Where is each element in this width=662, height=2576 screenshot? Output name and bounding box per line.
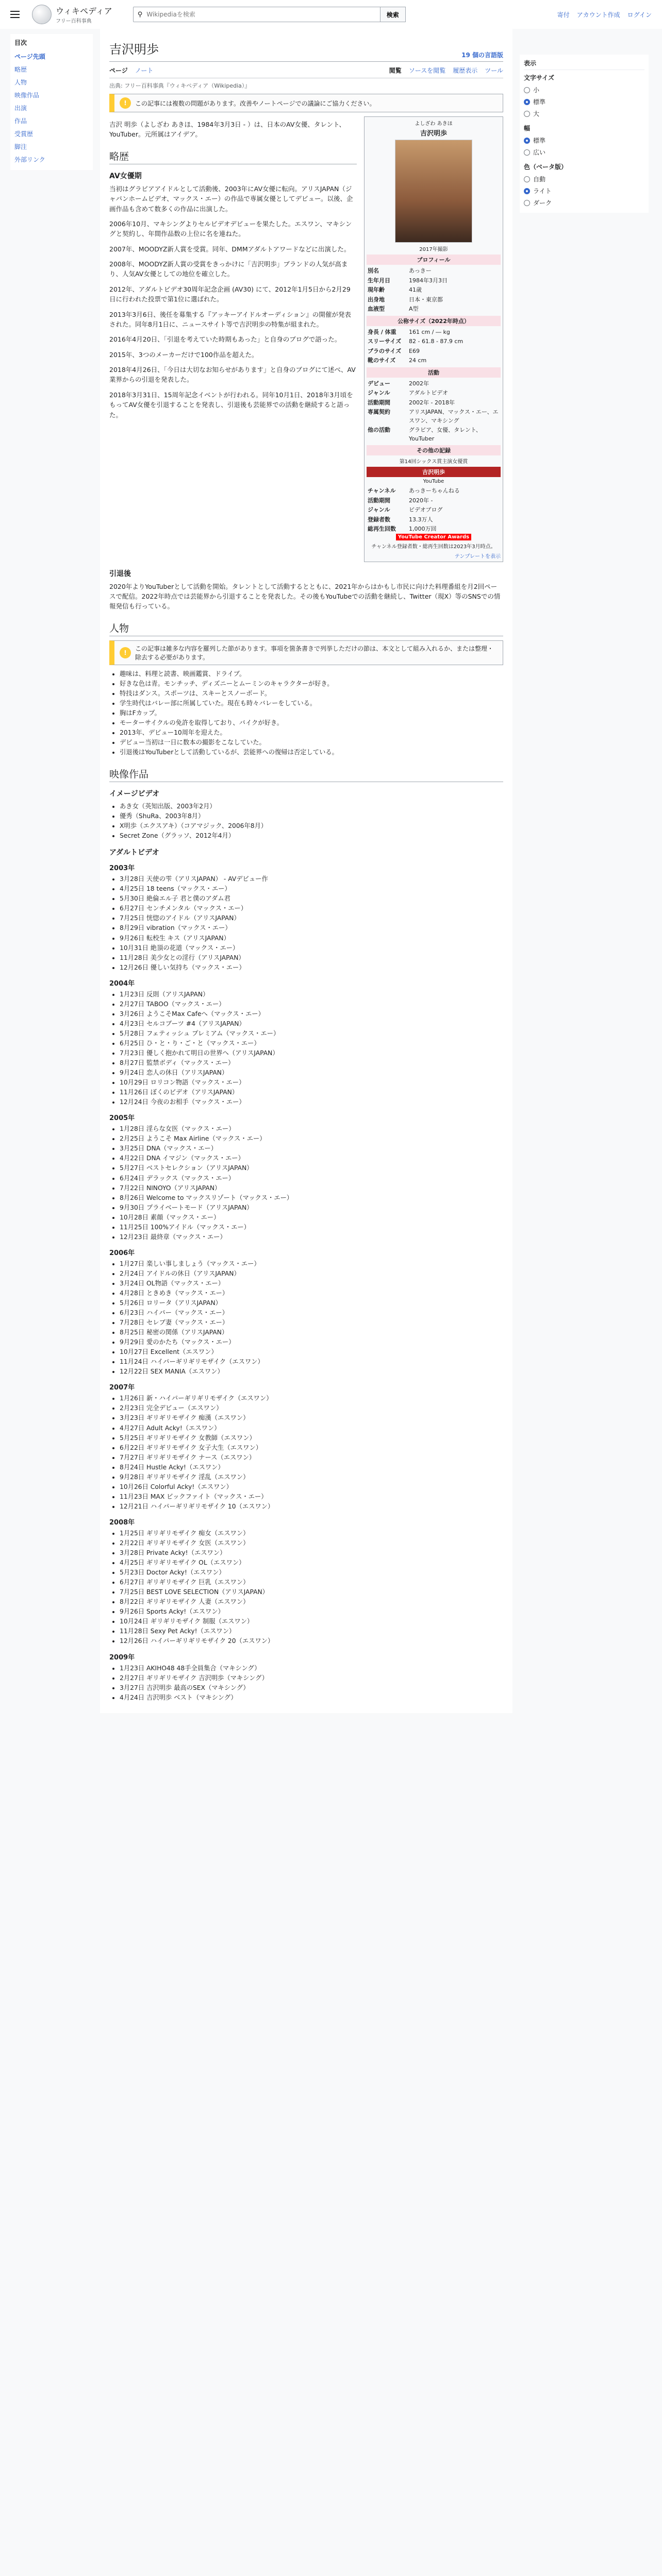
infobox-row — [367, 398, 501, 408]
infobox-value: アリスJAPAN、マックス・エー、エスワン、マキシング — [409, 409, 499, 424]
radio-option[interactable] — [524, 108, 644, 120]
subsection-retirement: 引退後 — [109, 569, 131, 578]
toc-item[interactable]: 作品 — [14, 117, 27, 125]
list-item: • 2月25日 ようこそ Max Airline（マックス・エー） — [120, 1134, 503, 1144]
list-item: • Secret Zone（グラッソ、2012年4月） — [120, 831, 503, 841]
list-item: • 6月25日 ひ・と・り・ご・と（マックス・エー） — [120, 1039, 503, 1048]
list-item: • 4月25日 ギリギリモザイク OL（エスワン） — [120, 1558, 503, 1568]
infobox-row — [367, 347, 501, 357]
youtube-award-badge: YouTube Creator Awards — [396, 534, 471, 540]
infobox-value: 2020年 - — [409, 497, 433, 504]
list-item: • 2月24日 アイドルの休日（アリスJAPAN） — [120, 1269, 503, 1279]
list-item: • 5月25日 ギリギリモザイク 女教師（エスワン） — [120, 1433, 503, 1443]
list-item: • 1月27日 楽しい事しましょう（マックス・エー） — [120, 1259, 503, 1269]
radio-option[interactable] — [524, 84, 644, 96]
infobox-value: E69 — [409, 347, 420, 354]
radio-icon — [524, 87, 530, 93]
list-item: • 1月23日 反則（アリスJAPAN） — [120, 990, 503, 999]
infobox-row — [367, 515, 501, 525]
radio-label: 小 — [533, 87, 540, 94]
list-item: • 11月26日 ぼくのビデオ（アリスJAPAN） — [120, 1088, 503, 1097]
infobox-key: 登録者数 — [368, 516, 390, 523]
list-item: • 11月23日 MAX ビックファイト（マックス・エー） — [120, 1492, 503, 1502]
radio-option[interactable] — [524, 134, 644, 146]
list-item: • 12月21日 ハイパーギリギリモザイク 10（エスワン） — [120, 1502, 503, 1512]
year-heading: 2003年 — [109, 865, 135, 873]
tools-panel: 表示 文字サイズ 小 標準 大 幅 標準 広い 色（ベータ版） 自動 ライト ダーク — [520, 29, 649, 1713]
list-item: • 12月23日 最終章（マックス・エー） — [120, 1232, 503, 1242]
infobox-key: 靴のサイズ — [368, 357, 396, 364]
toc-title: 目次 — [14, 39, 27, 46]
source-line: 出典: フリー百科事典『ウィキペディア（Wikipedia）』 — [109, 82, 251, 89]
list-item: • デビュー当初は一日に数本の撮影をこなしていた。 — [120, 738, 503, 748]
infobox-name: 吉沢明歩 — [420, 130, 447, 138]
list-item: • 8月25日 秘密の関係（アリスJAPAN） — [120, 1328, 503, 1337]
infobox-row — [367, 408, 501, 426]
year-heading: 2005年 — [109, 1114, 135, 1123]
list-item: • 4月23日 セルコブーツ #4（アリスJAPAN） — [120, 1019, 503, 1029]
section-heading-person: 人物 — [109, 621, 503, 636]
list-item: • 7月25日 恍惚のアイドル（アリスJAPAN） — [120, 913, 503, 923]
tab[interactable]: ノート — [135, 67, 154, 74]
list-item: • 11月25日 100%アイドル（マックス・エー） — [120, 1223, 503, 1232]
list-item: • 2月23日 完全デビュー（エスワン） — [120, 1403, 503, 1413]
search-button[interactable]: 検索 — [380, 7, 406, 22]
list-item: • 6月23日 ハイパー（マックス・エー） — [120, 1308, 503, 1318]
language-button[interactable]: 19 個の言語版 — [461, 52, 503, 59]
radio-option[interactable] — [524, 96, 644, 108]
infobox-key: チャンネル — [368, 487, 396, 494]
infobox-key: 現年齢 — [368, 286, 385, 293]
user-link[interactable]: ログイン — [627, 11, 652, 19]
list-item: • あき女（英知出版、2003年2月） — [120, 802, 503, 811]
infobox-row — [367, 304, 501, 314]
list-item: • 4月24日 吉沢明歩 ベスト（マキシング） — [120, 1693, 503, 1703]
trivia-notice: ! この記事は雑多な内容を羅列した節があります。事項を箇条書きで列挙しただけの節は、本文として組み入れるか、または整理・除去する必要があります。 — [109, 640, 503, 665]
infobox-row — [367, 328, 501, 337]
page-tabs — [109, 62, 503, 78]
infobox-key: 専属契約 — [368, 409, 390, 415]
list-item: • 4月28日 ときめき（マックス・エー） — [120, 1289, 503, 1298]
radio-label: 標準 — [533, 98, 546, 106]
list-item: • 5月27日 ベストセレクション（アリスJAPAN） — [120, 1163, 503, 1173]
radio-icon — [524, 188, 530, 194]
list-item: • 趣味は、料理と読書、映画鑑賞、ドライブ。 — [120, 669, 503, 679]
infobox-key: スリーサイズ — [368, 338, 402, 345]
list-item: • 1月28日 淫らな女医（マックス・エー） — [120, 1124, 503, 1134]
list-item: • 10月29日 ロリコン物語（マックス・エー） — [120, 1078, 503, 1088]
list-item: • 引退後はYouTuberとして活動しているが、芸能界への復帰は否定している。 — [120, 748, 503, 757]
radio-label: 大 — [533, 110, 540, 117]
list-item: • 7月27日 ギリギリモザイク ナース（エスワン） — [120, 1453, 503, 1463]
list-item: • 好きな色は青。モンチッチ、ディズニーとムーミンのキャラクターが好き。 — [120, 679, 503, 689]
tab[interactable]: ページ — [109, 67, 128, 74]
list-item: • 11月24日 ハイパーギリギリモザイク（エスワン） — [120, 1357, 503, 1367]
list-item: • 8月27日 監禁ボディ（マックス・エー） — [120, 1058, 503, 1068]
list-item: • 6月22日 ギリギリモザイク 女子大生（エスワン） — [120, 1443, 503, 1453]
list-item: • 7月22日 NINOYO（アリスJAPAN） — [120, 1183, 503, 1193]
list-item: • 12月24日 今夜のお相手（マックス・エー） — [120, 1097, 503, 1107]
lead-paragraph: 吉沢 明歩（よしざわ あきほ、1984年3月3日 - ）は、日本のAV女優、タレント、YouTuber。元所属はアイデア。 — [109, 121, 345, 139]
infobox-row — [367, 337, 501, 347]
paragraph: 2018年4月26日、「今日は大切なお知らせがあります」と自身のブログにて述べ、AV業界からの引退を発表した。 — [109, 366, 356, 384]
list-item: • 1月23日 AKIHO48 48手全員集合（マキシング） — [120, 1664, 503, 1673]
infobox-row — [367, 426, 501, 444]
section-heading-career: 略歴 — [109, 149, 357, 164]
wikipedia-globe-icon — [32, 5, 52, 24]
list-item: • モーターサイクルの免許を取得しており、バイクが好き。 — [120, 718, 503, 728]
menu-icon[interactable] — [10, 7, 25, 22]
logo-title: ウィキペディア — [56, 6, 112, 16]
year-list — [109, 1394, 503, 1512]
list-item: • 10月31日 絶頂の花道（マックス・エー） — [120, 943, 503, 953]
toc-item[interactable]: 映像作品 — [14, 92, 40, 99]
list-item: • 1月26日 新・ハイパーギリギリモザイク（エスワン） — [120, 1394, 503, 1403]
list-item: • 11月28日 美少女との淫行（アリスJAPAN） — [120, 953, 503, 963]
paragraph: 2015年、3つのメーカーだけで100作品を超えた。 — [109, 350, 258, 359]
list-item: • 12月26日 優しい気持ち（マックス・エー） — [120, 963, 503, 973]
infobox-key: 他の活動 — [368, 427, 390, 433]
list-item: • 7月25日 BEST LOVE SELECTION（アリスJAPAN） — [120, 1587, 503, 1597]
infobox-row — [367, 486, 501, 496]
list-item: • 3月26日 ようこそMax Cafeへ（マックス・エー） — [120, 1009, 503, 1019]
list-item: • 4月25日 18 teens（マックス・エー） — [120, 884, 503, 894]
warning-icon: ! — [120, 647, 131, 658]
toc-item[interactable]: 出演 — [14, 105, 27, 112]
infobox-key: 身長 / 体重 — [368, 328, 396, 335]
radio-option[interactable] — [524, 173, 644, 185]
year-heading: 2006年 — [109, 1249, 135, 1257]
portrait-photo[interactable] — [395, 140, 472, 243]
infobox-row — [367, 524, 501, 534]
list-item: • 3月27日 吉沢明歩 最高のSEX（マキシング） — [120, 1683, 503, 1693]
list-item: • 12月22日 SEX MANIA（エスワン） — [120, 1367, 503, 1377]
template-link[interactable]: テンプレートを表示 — [454, 553, 501, 560]
infobox-value: アダルトビデオ — [409, 389, 449, 396]
radio-option[interactable] — [524, 185, 644, 197]
infobox-key: ブラのサイズ — [368, 347, 402, 354]
radio-label: 自動 — [533, 176, 546, 183]
page-title: 吉沢明歩 — [109, 42, 159, 57]
subsection-image-video: イメージビデオ — [109, 790, 160, 799]
logo-subtitle: フリー百科事典 — [56, 19, 92, 24]
list-item: • 8月29日 vibration（マックス・エー） — [120, 923, 503, 933]
infobox-value: 1,000万回 — [409, 526, 437, 532]
radio-label: ダーク — [533, 199, 552, 207]
list-item: • 10月26日 Colorful Acky!（エスワン） — [120, 1482, 503, 1492]
list-item: • 10月27日 Excellent（エスワン） — [120, 1347, 503, 1357]
subsection-av: AV女優期 — [109, 172, 142, 180]
list-item: • 8月24日 Hustle Acky!（エスワン） — [120, 1463, 503, 1472]
year-heading: 2009年 — [109, 1653, 135, 1662]
infobox-reading: よしざわ あきほ — [415, 121, 453, 127]
list-item: • 4月22日 DNA イマジン（マックス・エー） — [120, 1154, 503, 1163]
user-links — [557, 10, 652, 19]
issues-notice: ! この記事には複数の問題があります。改善やノートページでの議論にご協力ください。 — [109, 94, 503, 112]
radio-icon — [524, 176, 530, 182]
list-item: • 10月28日 素顔（マックス・エー） — [120, 1213, 503, 1223]
list-item: • 特技はダンス。スポーツは、スキーとスノーボード。 — [120, 689, 503, 699]
sidebar-toc — [10, 29, 93, 1713]
list-item: • 7月23日 優しく抱かれて明日の世界へ（アリスJAPAN） — [120, 1048, 503, 1058]
radio-icon — [524, 149, 530, 156]
list-item: • 胸はFカップ。 — [120, 708, 503, 718]
site-logo[interactable] — [32, 5, 112, 24]
radio-icon — [524, 200, 530, 206]
infobox-key: 活動期間 — [368, 399, 390, 406]
list-item: • 9月24日 恋人の休日（アリスJAPAN） — [120, 1068, 503, 1078]
list-item: • 2月22日 ギリギリモザイク 女医（エスワン） — [120, 1538, 503, 1548]
infobox-key: 別名 — [368, 267, 379, 274]
tab[interactable]: ツール — [485, 67, 503, 74]
list-item: • X明歩（エクスアキ）（コアマジック、2006年8月） — [120, 821, 503, 831]
list-item: • 8月26日 Welcome to マックスリゾート（マックス・エー） — [120, 1193, 503, 1203]
list-item: • 1月25日 ギリギリモザイク 痴女（エスワン） — [120, 1529, 503, 1538]
infobox-value: 24 cm — [409, 357, 427, 364]
year-list — [109, 990, 503, 1108]
list-item: • 4月27日 Adult Acky!（エスワン） — [120, 1423, 503, 1433]
toc-item[interactable]: 脚注 — [14, 143, 27, 150]
radio-label: ライト — [533, 188, 552, 195]
list-item: • 5月30日 絶倫エル子 君と僕のアダム君 — [120, 894, 503, 904]
infobox-row — [367, 388, 501, 398]
radio-option[interactable] — [524, 146, 644, 158]
list-item: • 6月27日 センチメンタル（マックス・エー） — [120, 904, 503, 913]
list-item: • 9月26日 Sports Acky!（エスワン） — [120, 1607, 503, 1617]
toc-item[interactable]: 受賞歴 — [14, 130, 34, 138]
list-item: • 6月27日 ギリギリモザイク 巨乳（エスワン） — [120, 1578, 503, 1587]
toc-item[interactable]: 略歴 — [14, 66, 27, 73]
infobox-value: 41歳 — [409, 286, 422, 293]
year-list — [109, 874, 503, 972]
list-item: • 2月27日 ギリギリモザイク 吉沢明歩（マキシング） — [120, 1673, 503, 1683]
radio-label: 標準 — [533, 137, 546, 144]
search-input[interactable] — [145, 10, 375, 19]
infobox-row — [367, 356, 501, 366]
list-item: • 11月28日 Sexy Pet Acky!（エスワン） — [120, 1626, 503, 1636]
toc-item[interactable]: 外部リンク — [14, 156, 45, 163]
infobox-key: 総再生回数 — [368, 526, 396, 532]
warning-icon: ! — [120, 97, 131, 109]
user-link[interactable]: アカウント作成 — [576, 11, 620, 19]
list-item: • 3月24日 OL物語（マックス・エー） — [120, 1279, 503, 1289]
paragraph: 2018年3月31日、15周年記念イベントが行われる。同年10月1日、2018年3月頃をもってAV女優を引退することを発表し、引退後も芸能界での活動を継続すると語った。 — [109, 391, 353, 419]
infobox-value: 日本・東京都 — [409, 296, 443, 303]
infobox-key: デビュー — [368, 380, 390, 387]
year-heading: 2008年 — [109, 1518, 135, 1527]
infobox-value: グラビア、女優、タレント、YouTuber — [409, 427, 482, 442]
infobox-value: あっきーちゃんねる — [409, 487, 460, 494]
paragraph: 2006年10月、マキシングよりセルビデオデビューを果たした。エスワン、マキシングと契約し、年間作品数の上位に名を連ねた。 — [109, 219, 352, 238]
radio-label: 広い — [533, 149, 546, 156]
year-heading: 2007年 — [109, 1384, 135, 1392]
tab[interactable]: 閲覧 — [389, 67, 402, 74]
toc-item[interactable]: ページ先頭 — [14, 53, 45, 60]
infobox-value: 2002年 - 2018年 — [409, 399, 455, 406]
list-item: • 5月23日 Doctor Acky!（エスワン） — [120, 1568, 503, 1578]
year-list — [109, 1124, 503, 1242]
list-item: • 3月23日 ギリギリモザイク 痴漢（エスワン） — [120, 1413, 503, 1423]
year-list — [109, 1664, 503, 1703]
infobox-row — [367, 379, 501, 389]
list-item: • 3月28日 天使の雫（アリスJAPAN） - AVデビュー作 — [120, 874, 503, 884]
list-item: • 9月29日 愛のかたち（マックス・エー） — [120, 1337, 503, 1347]
radio-option[interactable] — [524, 197, 644, 209]
year-list — [109, 1529, 503, 1647]
list-item: • 2月27日 TABOO（マックス・エー） — [120, 999, 503, 1009]
list-item: • 5月28日 フェティッシュ プレミアム（マックス・エー） — [120, 1029, 503, 1039]
infobox-key: 生年月日 — [368, 277, 390, 284]
infobox-key: ジャンル — [368, 389, 390, 396]
infobox-value: 1984年3月3日 — [409, 277, 448, 284]
list-item: • 9月30日 プライベートモード（アリスJAPAN） — [120, 1203, 503, 1213]
list-item: • 9月28日 ギリギリモザイク 淫乱（エスワン） — [120, 1472, 503, 1482]
paragraph: 2007年、MOODYZ新人賞を受賞。同年、DMMアダルトアワードなどに出演した。 — [109, 245, 351, 253]
infobox-row — [367, 505, 501, 515]
infobox-value: あっきー — [409, 267, 432, 274]
list-item: • 6月24日 デラックス（マックス・エー） — [120, 1174, 503, 1183]
infobox-value: 2002年 — [409, 380, 429, 387]
infobox-row — [367, 295, 501, 305]
paragraph: 2016年4月20日、「引退を考えていた時期もあった」と自身のブログで語った。 — [109, 335, 341, 344]
section-heading-works: 映像作品 — [109, 767, 503, 782]
toc-item[interactable]: 人物 — [14, 79, 27, 86]
list-item: • 2013年、デビュー10周年を迎えた。 — [120, 728, 503, 738]
infobox-key: 出身地 — [368, 296, 385, 303]
tab[interactable]: 履歴表示 — [453, 67, 478, 74]
user-link[interactable]: 寄付 — [557, 11, 570, 19]
radio-icon — [524, 99, 530, 105]
list-item: • 7月28日 セレブ妻（マックス・エー） — [120, 1318, 503, 1328]
list-item: • 8月22日 ギリギリモザイク 人妻（エスワン） — [120, 1597, 503, 1607]
infobox-value: A型 — [409, 306, 419, 312]
radio-icon — [524, 138, 530, 144]
list-item: • 優秀（ShuRa、2003年8月） — [120, 811, 503, 821]
infobox-row — [367, 285, 501, 295]
subsection-adult-video: アダルトビデオ — [109, 849, 159, 857]
year-heading: 2004年 — [109, 979, 135, 988]
list-item: • 9月26日 転校生 キス（アリスJAPAN） — [120, 934, 503, 943]
list-item: • 学生時代はバレー部に所属していた。現在も時々バレーをしている。 — [120, 699, 503, 708]
infobox-key: 血液型 — [368, 306, 385, 312]
main-content: 吉沢明歩 19 個の言語版 ページ ノート 閲覧 ソースを閲覧 履歴表示 ツール 出典: フリー百科事典『ウィキペディア（Wikipedia）』 ! この記事には複数の問題があります。改善やノートページでの議論にご協力ください。 吉沢 明歩（よしざわ あきほ、1984年3月3日 - ）は、日本のAV女優、タレント、YouTuber。元所属はアイデア。 略歴 AV女優期 当初はグラビアアイドルとして活動後、2003年にAV女優に転向。アリスJAPAN（ジャパンホームビデオ、マックス・エー）の作品で専属女優としてデビュー。以後、企画作品も含めて数多くの作品に出演した。 2006年10月、マキシングよりセルビデオデビューを果たした。エスワン、マキシングと契約し、年間作品数の上位に名を連ねた。 2007年、MOODYZ新人賞を受賞。同年、DMMアダルトアワードなどに出演した。 2008年、MOODYZ新人賞の受賞をきっかけに「吉沢明歩」ブランドの人気が高まり、人気AV女優としての地位を確立した。 2012年、アダルトビデオ30周年記念企画 (AV30) にて、2012年1月5日から2月29日に行われた投票で第1位に選ばれた。 2013年3月6日、後任を募集する『アッキーアイドルオーディション』の開催が発表された。同年8月1日に、ニュースサイト等で吉沢明歩の特集が組まれた。 2016年4月20日、「引退を考えていた時期もあった」と自身のブログで語った。 2015年、3つのメーカーだけで100作品を超えた。 2018年4月26日、「今日は大切なお知らせがあります」と自身のブログにて述べ、AV業界からの引退を発表した。 2018年3月31日、15周年記念イベントが行われる。同年10月1日、2018年3月頃をもってAV女優を引退することを発表し、引退後も芸能界での活動を継続すると語った。 よしざわ あきほ 吉沢明歩 2017年撮影 プロフィール 別名 あっきー 生年月日 1984年3月3日 現年齢 41歳 出身地 日本・東京都 血液型 A型 公称サイズ（2022年時点） 身長 / 体重 161 cm / ― kg スリーサイズ 82 - 61.8 - 87.9 cm ブラのサイズ E69 靴のサイズ 24 cm 活動 デビュー 2002年 ジャンル アダルトビデオ 活動期間 2002年 - 2018年 専属契約 アリスJAPAN、マックス・エー、エスワン、マキシング 他の活動 グラビア、女優、タレント、YouTuber その他の記録 第14回シックス賞主演女優賞 吉沢明歩 YouTube チャンネル あっきーちゃんねる 活動期間 2020年 - ジャンル ビデオブログ 登録者数 13.3万人 総再生回数 1,000万回 YouTube Creator Awards チャンネル登録者数・総再生回数は2023年3月時点。 テンプレートを表示 引退後 2020年よりYouTuberとして活動を開始。タレントとして活動するとともに、2021年からはかもし市民に向けた料理番組を月2回ペースで配信。2022年時点では芸能界から引退することを発表した。その後もYouTubeでの活動を継続し、Twitter（現X）等のSNSでの情報発信も行っている。 人物 ! この記事は雑多な内容を羅列した節があります。事項を箇条書きで列挙しただけの節は、本文として組み入れるか、または整理・除去する必要があります。 • 趣味は、料理と読書、映画鑑賞、ドライブ。 • 好きな色は青。モンチッチ、ディズニーとムーミンのキャラクターが好き。 • 特技はダンス。スポーツは、スキーとスノーボード。 • 学生時代はバレー部に所属していた。現在も時々バレーをしている。 • 胸はFカップ。 • モーターサイクルの免許を取得しており、バイクが好き。 • 2013年、デビュー10周年を迎えた。 • デビュー当初は一日に数本の撮影をこなしていた。 • 引退後はYouTuberとして活動しているが、芸能界への復帰は否定している。 映像作品 イメージビデオ • あき女（英知出版、2003年2月） • 優秀（ShuRa、2003年8月） • X明歩（エクスアキ）（コアマジック、2006年8月） • Secret Zone（グラッソ、2012年4月） アダルトビデオ 2003年 • 3月28日 天使の雫（アリスJAPAN） - AVデビュー作 • 4月25日 18 teens（マックス・エー） • 5月30日 絶倫エル子 君と僕のアダム君 • 6月27日 センチメンタル（マックス・エー） • 7月25日 恍惚のアイドル（アリスJAPAN） • 8月29日 vibration（マックス・エー） • 9月26日 転校生 キス（アリスJAPAN） • 10月31日 絶頂の花道（マックス・エー） • 11月28日 美少女との淫行（アリスJAPAN） • 12月26日 優しい気持ち（マックス・エー） 2004年 • 1月23日 反則（アリスJAPAN） • 2月27日 TABOO（マックス・エー） • 3月26日 ようこそMax Cafeへ（マックス・エー） • 4月23日 セルコブーツ #4（アリスJAPAN） • 5月28日 フェティッシュ プレミアム（マックス・エー） • 6月25日 ひ・と・り・ご・と（マックス・エー） • 7月23日 優しく抱かれて明日の世界へ（アリスJAPAN） • 8月27日 監禁ボディ（マックス・エー） • 9月24日 恋人の休日（アリスJAPAN） • 10月29日 ロリコン物語（マックス・エー） • 11月26日 ぼくのビデオ（アリスJAPAN） • 12月24日 今夜のお相手（マックス・エー） 2005年 • 1月28日 淫らな女医（マックス・エー） • 2月25日 ようこそ Max Airline（マックス・エー） • 3月25日 DNA（マックス・エー） • 4月22日 DNA イマジン（マックス・エー） • 5月27日 ベストセレクション（アリスJAPAN） • 6月24日 デラックス（マックス・エー） • 7月22日 NINOYO（アリスJAPAN） • 8月26日 Welcome to マックスリゾート（マックス・エー） • 9月30日 プライベートモード（アリスJAPAN） • 10月28日 素顔（マックス・エー） • 11月25日 100%アイドル（マックス・エー） • 12月23日 最終章（マックス・エー） 2006年 • 1月27日 楽しい事しましょう（マックス・エー） • 2月24日 アイドルの休日（アリスJAPAN） • 3月24日 OL物語（マックス・エー） • 4月28日 ときめき（マックス・エー） • 5月26日 ロリータ（アリスJAPAN） • 6月23日 ハイパー（マックス・エー） • 7月28日 セレブ妻（マックス・エー） • 8月25日 秘密の関係（アリスJAPAN） • 9月29日 愛のかたち（マックス・エー） • 10月27日 Excellent（エスワン） • 11月24日 ハイパーギリギリモザイク（エスワン） • 12月22日 SEX MANIA（エスワン） 2007年 • 1月26日 新・ハイパーギリギリモザイク（エスワン） • 2月23日 完全デビュー（エスワン） • 3月23日 ギリギリモザイク 痴漢（エスワン） • 4月27日 Adult Acky!（エスワン） • 5月25日 ギリギリモザイク 女教師（エスワン） • 6月22日 ギリギリモザイク 女子大生（エスワン） • 7月27日 ギリギリモザイク ナース（エスワン） • 8月24日 Hustle Acky!（エスワン） • 9月28日 ギリギリモザイク 淫乱（エスワン） • 10月26日 Colorful Acky!（エスワン） • 11月23日 MAX ビックファイト（マックス・エー） • 12月21日 ハイパーギリギリモザイク 10（エスワン） 2008年 • 1月25日 ギリギリモザイク 痴女（エスワン） • 2月22日 ギリギリモザイク 女医（エスワン） • 3月28日 Private Acky!（エスワン） • 4月25日 ギリギリモザイク OL（エスワン） • 5月23日 Doctor Acky!（エスワン） • 6月27日 ギリギリモザイク 巨乳（エスワン） • 7月25日 BEST LOVE SELECTION（アリスJAPAN） • 8月22日 ギリギリモザイク 人妻（エスワン） • 9月26日 Sports Acky!（エスワン） • 10月24日 ギリギリモザイク 制服（エスワン） • 11月28日 Sexy Pet Acky!（エスワン） • 12月26日 ハイパーギリギリモザイク 20（エスワン） 2009年 • 1月23日 AKIHO48 48手全員集合（マキシング） • 2月27日 ギリギリモザイク 吉沢明歩（マキシング） • 3月27日 吉沢明歩 最高のSEX（マキシング） • 4月24日 吉沢明歩 ベスト（マキシング） — [100, 29, 512, 1713]
search-icon: ⚲ — [137, 10, 143, 19]
paragraph: 2008年、MOODYZ新人賞の受賞をきっかけに「吉沢明歩」ブランドの人気が高まり、人気AV女優としての地位を確立した。 — [109, 260, 348, 278]
infobox-value: 13.3万人 — [409, 516, 433, 523]
infobox-row — [367, 276, 501, 286]
radio-icon — [524, 111, 530, 117]
list-item: • 3月28日 Private Acky!（エスワン） — [120, 1548, 503, 1558]
list-item: • 3月25日 DNA（マックス・エー） — [120, 1144, 503, 1154]
infobox-value: 161 cm / ― kg — [409, 328, 450, 335]
infobox-value: ビデオブログ — [409, 506, 443, 513]
infobox-key: 活動期間 — [368, 497, 390, 504]
list-item: • 10月24日 ギリギリモザイク 制服（エスワン） — [120, 1617, 503, 1626]
list-item: • 5月26日 ロリータ（アリスJAPAN） — [120, 1298, 503, 1308]
search-bar — [133, 7, 406, 22]
tab[interactable]: ソースを閲覧 — [408, 67, 446, 74]
infobox: よしざわ あきほ 吉沢明歩 2017年撮影 プロフィール 別名 あっきー 生年月日 1984年3月3日 現年齢 41歳 出身地 日本・東京都 血液型 A型 公称サイズ（2022年時点） 身長 / 体重 161 cm / ― kg スリーサイズ 82 - 61.8 - 87.9 cm ブラのサイズ E69 靴のサイズ 24 cm 活動 デビュー 2002年 ジャンル アダルトビデオ 活動期間 2002年 - 2018年 専属契約 アリスJAPAN、マックス・エー、エスワン、マキシング 他の活動 グラビア、女優、タレント、YouTuber その他の記録 第14回シックス賞主演女優賞 吉沢明歩 YouTube チャンネル あっきーちゃんねる 活動期間 2020年 - ジャンル ビデオブログ 登録者数 13.3万人 総再生回数 1,000万回 YouTube Creator Awards チャンネル登録者数・総再生回数は2023年3月時点。 テンプレートを表示 — [364, 116, 503, 562]
youtube-header: 吉沢明歩 — [367, 467, 501, 477]
paragraph: 当初はグラビアアイドルとして活動後、2003年にAV女優に転向。アリスJAPAN（ジャパンホームビデオ、マックス・エー）の作品で専属女優としてデビュー。以後、企画作品も含めて数多くの作品に出演した。 — [109, 184, 353, 213]
infobox-row — [367, 266, 501, 276]
paragraph: 2013年3月6日、後任を募集する『アッキーアイドルオーディション』の開催が発表された。同年8月1日に、ニュースサイト等で吉沢明歩の特集が組まれた。 — [109, 310, 351, 328]
list-item: • 12月26日 ハイパーギリギリモザイク 20（エスワン） — [120, 1636, 503, 1646]
infobox-value: 82 - 61.8 - 87.9 cm — [409, 338, 464, 345]
paragraph: 2012年、アダルトビデオ30周年記念企画 (AV30) にて、2012年1月5日から2月29日に行われた投票で第1位に選ばれた。 — [109, 285, 351, 303]
site-header — [0, 0, 662, 29]
infobox-row — [367, 496, 501, 506]
year-list — [109, 1259, 503, 1377]
infobox-key: ジャンル — [368, 506, 390, 513]
